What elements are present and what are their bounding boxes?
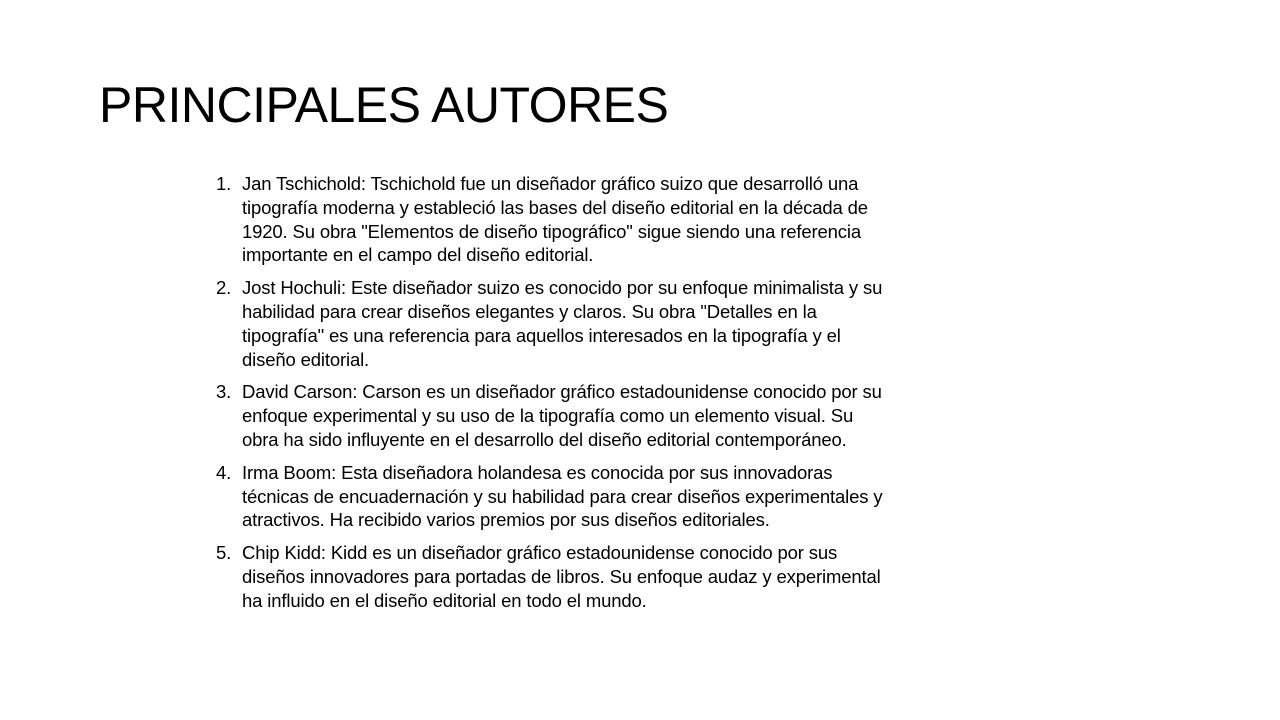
text-line: habilidad para crear diseños elegantes y claros. Su obra "Detalles en la: [242, 300, 817, 322]
item-text: [242, 461, 1066, 532]
text-line: David Carson: Carson es un diseñador gráfico estadounidense conocido por su: [242, 381, 882, 403]
text-line: ha influido en el diseño editorial en todo el mundo.: [242, 589, 647, 611]
text-line: Jan Tschichold: Tschichold fue un diseñador gráfico suizo que desarrolló una: [242, 173, 859, 194]
author-item-tschichold: [216, 172, 1066, 267]
text-line: obra ha sido influyente en el desarrollo del diseño editorial contemporáneo.: [242, 428, 847, 450]
item-text: [242, 276, 1066, 371]
author-item-boom: [216, 461, 1066, 532]
item-number: 4.: [216, 461, 232, 483]
slide-title: PRINCIPALES AUTORES: [99, 77, 669, 133]
text-line: tipografía" es una referencia para aquellos interesados en la tipografía y el: [242, 324, 841, 346]
item-number: 3.: [216, 381, 232, 403]
text-line: diseño editorial.: [242, 348, 370, 370]
author-list: [216, 172, 1066, 622]
item-text: [242, 172, 1066, 267]
item-number: 1.: [216, 173, 232, 194]
author-item-hochuli: [216, 276, 1066, 371]
text-line: importante en el campo del diseño editorial.: [242, 244, 594, 266]
text-line: técnicas de encuadernación y su habilidad para crear diseños experimentales y: [242, 485, 883, 507]
text-line: tipografía moderna y estableció las bases del diseño editorial en la década de: [242, 196, 868, 218]
item-number: 5.: [216, 542, 232, 564]
text-line: Chip Kidd: Kidd es un diseñador gráfico estadounidense conocido por sus: [242, 542, 838, 564]
item-number: 2.: [216, 277, 232, 299]
text-line: atractivos. Ha recibido varios premios por sus diseños editoriales.: [242, 509, 770, 531]
text-line: diseños innovadores para portadas de libros. Su enfoque audaz y experimental: [242, 565, 881, 587]
text-line: 1920. Su obra "Elementos de diseño tipográfico" sigue siendo una referencia: [242, 220, 861, 242]
author-item-carson: [216, 380, 1066, 451]
author-item-kidd: [216, 541, 1066, 612]
text-line: Jost Hochuli: Este diseñador suizo es conocido por su enfoque minimalista y su: [242, 277, 883, 299]
text-line: enfoque experimental y su uso de la tipografía como un elemento visual. Su: [242, 405, 854, 427]
item-text: [242, 541, 1066, 612]
text-line: Irma Boom: Esta diseñadora holandesa es conocida por sus innovadoras: [242, 461, 833, 483]
item-text: [242, 380, 1066, 451]
